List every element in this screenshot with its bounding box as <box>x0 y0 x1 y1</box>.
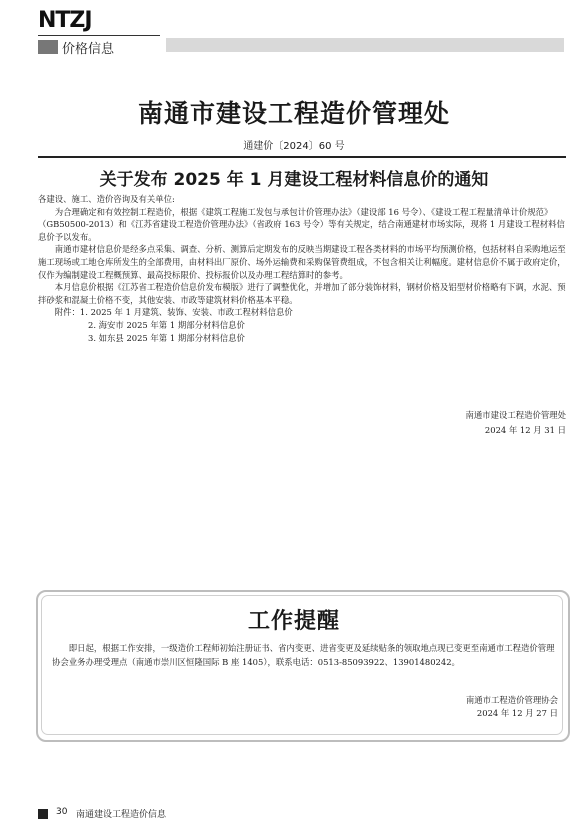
notice-paragraph: 为合理确定和有效控制工程造价，根据《建筑工程施工发包与承包计价管理办法》（建设部 16 号令）、《建设工程工程量清单计价规范》（GB50500-2013）和《江苏省建设工程造价管理办法》（省政府 163 号令）等有关规定，结合南通建材市场实际，现将 1 月建设工程材料信息价予以发布。 <box>38 206 565 242</box>
notice-paragraph: 本月信息价根据《江苏省工程造价信息价发布模版》进行了调整优化，并增加了部分装饰材料，钢材价格及铝型材价格略有下调，水泥、预拌砂浆和混凝土价格不变，其他安装、市政等建筑材料价格基本平稳。 <box>38 282 566 305</box>
attachment-item: 2. 海安市 2025 年第 1 期部分材料信息价 <box>88 319 245 330</box>
notice-title: 关于发布 2025 年 1 月建设工程材料信息价的通知 <box>99 170 489 190</box>
attachment-item: 附件：1. 2025 年 1 月建筑、装饰、安装、市政工程材料信息价 <box>54 307 293 318</box>
publication-name: 南通建设工程造价信息 <box>76 810 167 820</box>
header-rule <box>38 35 160 36</box>
notice-body <box>38 193 566 344</box>
footer-marker <box>38 809 48 819</box>
attachment-item: 3. 如东县 2025 年第 1 期部分材料信息价 <box>88 332 245 343</box>
reminder-title: 工作提醒 <box>247 608 340 634</box>
org-title: 南通市建设工程造价管理处 <box>137 99 450 128</box>
header-band <box>166 38 564 52</box>
reminder-signature-org: 南通市工程造价管理协会 <box>465 695 558 705</box>
journal-logo: NTZJ <box>38 8 92 33</box>
section-marker-bar <box>38 40 58 54</box>
signature-date: 2024 年 12 月 31 日 <box>484 425 566 435</box>
reminder-paragraph: 即日起，根据工作安排，一级造价工程师初始注册证书、省内变更、进省变更及延续贴条的领取地点现已变更至南通市工程造价管理协会业务办理受理点（南通市崇川区恒隆国际 B 座 1405），联系电话：0513-85093922、13901480242。 <box>52 643 555 667</box>
doc-number: 通建价〔2024〕60 号 <box>243 141 345 152</box>
salutation: 各建设、施工、造价咨询及有关单位: <box>38 194 175 204</box>
section-label: 价格信息 <box>62 42 115 57</box>
reminder-body <box>52 642 560 669</box>
reminder-signature-date: 2024 年 12 月 27 日 <box>476 708 558 718</box>
signature-org: 南通市建设工程造价管理处 <box>465 410 566 420</box>
notice-paragraph: 南通市建材信息价是经多点采集、调查、分析、测算后定期发布的反映当期建设工程各类材料的市场平均预测价格，包括材料自采购地运至施工现场或工地仓库所发生的全部费用，由材料出厂原价、场外运输费和采购保管费组成，不包含相关让利幅度。建材信息价不属于政府定价，仅作为编制建设工程概预算、最高投标限价、投标报价以及办理工程结算时的参考。 <box>38 244 566 280</box>
page-number: 30 <box>56 807 68 817</box>
title-rule <box>38 156 566 158</box>
